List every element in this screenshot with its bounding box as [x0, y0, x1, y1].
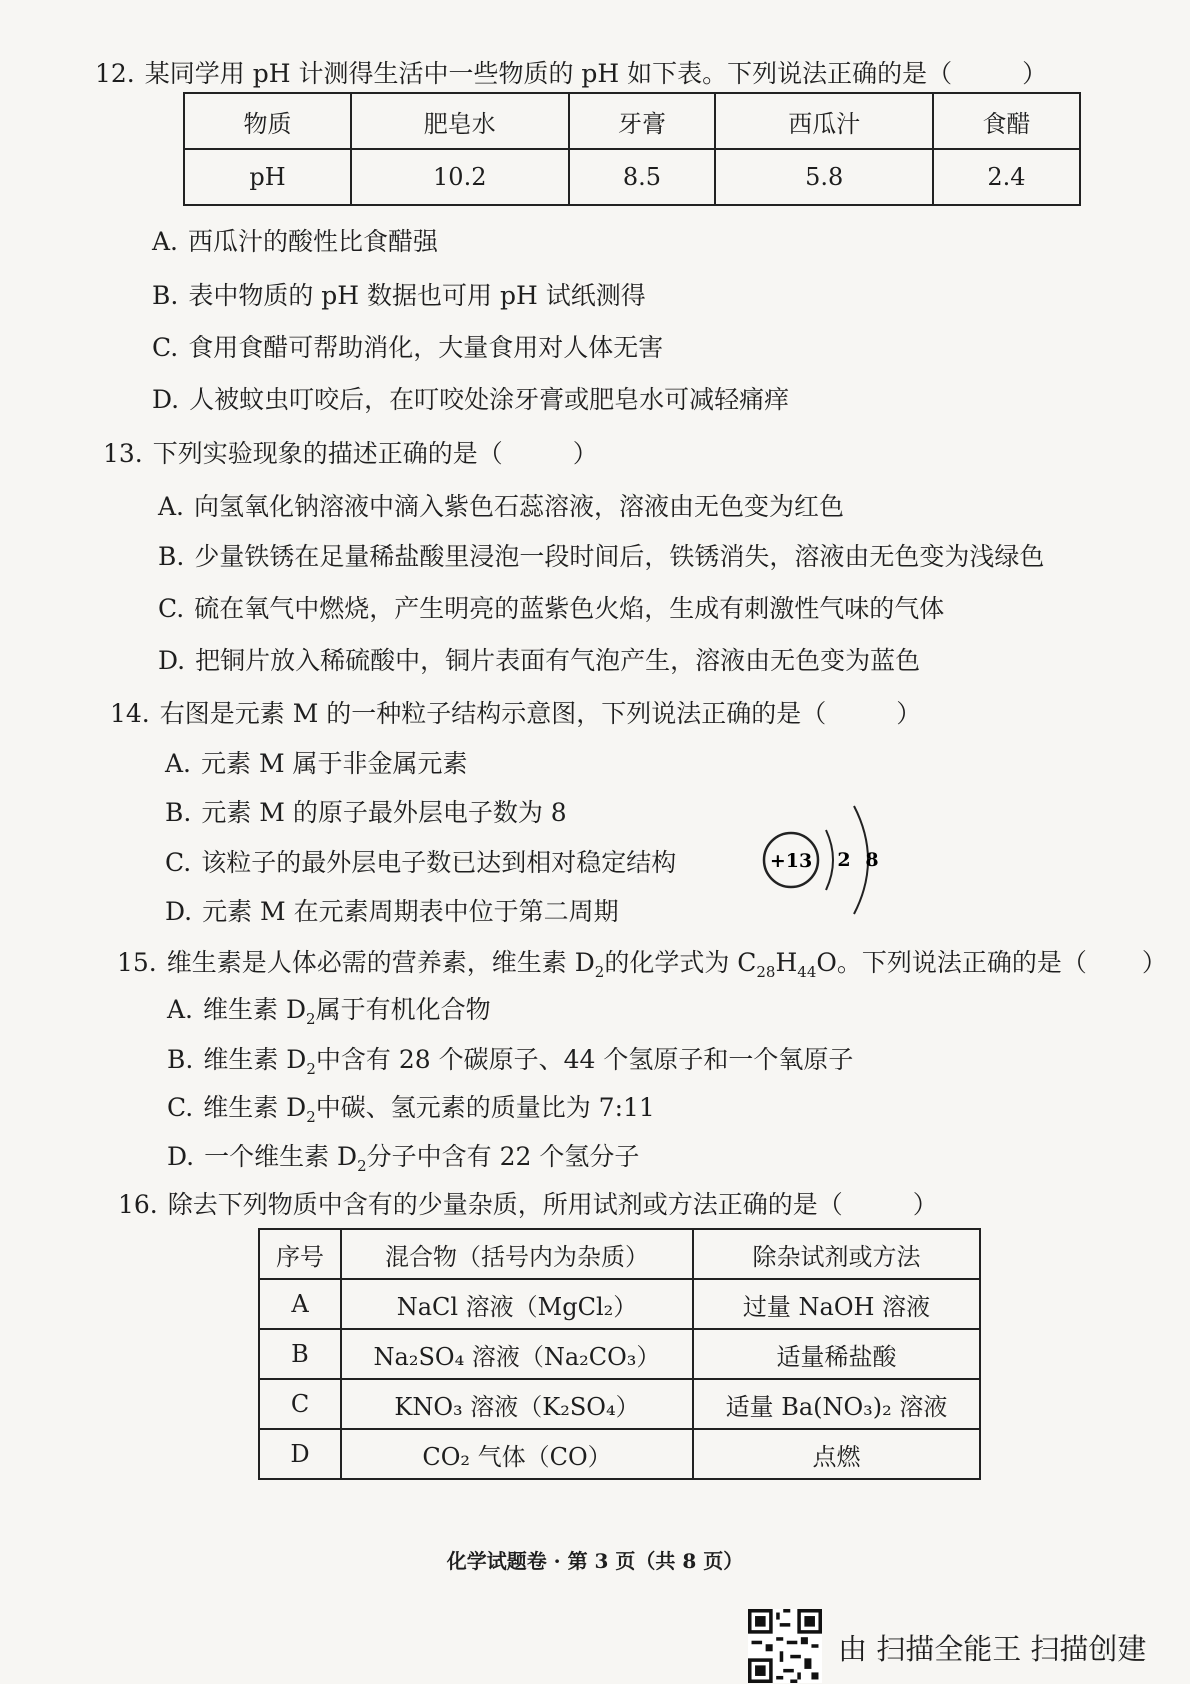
- option-b: [158, 540, 1044, 574]
- question-14-stem: [110, 697, 921, 731]
- table-cell: 5.8: [715, 149, 933, 205]
- table-cell: 牙膏: [569, 93, 716, 149]
- table-header: 混合物（括号内为杂质）: [341, 1229, 693, 1279]
- option-label: D.: [158, 646, 186, 675]
- option-text: 西瓜汁的酸性比食醋强: [188, 227, 439, 256]
- option-label: A.: [158, 492, 185, 521]
- question-text: 维生素是人体必需的营养素，维生素 D: [166, 948, 595, 977]
- table-cell: 西瓜汁: [715, 93, 933, 149]
- table-row: [259, 1229, 980, 1279]
- option-text: 维生素 D: [203, 1045, 307, 1074]
- answer-paren-close: ）: [912, 1190, 938, 1219]
- subscript: 2: [306, 1060, 316, 1078]
- option-text: 把铜片放入稀硫酸中，铜片表面有气泡产生，溶液由无色变为蓝色: [195, 646, 921, 675]
- option-label: B.: [165, 798, 192, 827]
- question-text: 某同学用 pH 计测得生活中一些物质的 pH 如下表。下列说法正确的是（: [144, 59, 953, 88]
- shell-2-electrons: 8: [865, 849, 879, 871]
- question-number: 16.: [118, 1190, 158, 1219]
- option-c: [158, 592, 944, 626]
- table-cell: 适量稀盐酸: [693, 1329, 980, 1379]
- option-d: [167, 1140, 639, 1183]
- answer-paren-close: ）: [1022, 59, 1048, 88]
- option-a: [158, 490, 844, 524]
- option-text: 属于有机化合物: [315, 995, 491, 1024]
- subscript: 2: [357, 1157, 367, 1175]
- option-b: [152, 279, 646, 313]
- option-d: [165, 895, 619, 929]
- option-a: [167, 993, 491, 1036]
- option-text: 分子中含有 22 个氢分子: [366, 1142, 640, 1171]
- table-cell: 食醋: [933, 93, 1080, 149]
- option-text: 中碳、氢元素的质量比为 7:11: [315, 1093, 655, 1122]
- table-cell: CO₂ 气体（CO）: [341, 1429, 693, 1479]
- option-text: 该粒子的最外层电子数已达到相对稳定结构: [201, 848, 677, 877]
- option-label: C.: [152, 333, 179, 362]
- table-cell: 8.5: [569, 149, 716, 205]
- option-label: B.: [158, 542, 185, 571]
- qr-code-icon: [748, 1609, 822, 1683]
- question-text: H: [775, 948, 798, 977]
- option-text: 人被蚊虫叮咬后，在叮咬处涂牙膏或肥皂水可减轻痛痒: [189, 385, 790, 414]
- option-label: A.: [165, 749, 192, 778]
- table-cell: C: [259, 1379, 341, 1429]
- question-number: 13.: [103, 439, 143, 468]
- option-c: [167, 1091, 655, 1134]
- option-label: C.: [158, 594, 185, 623]
- option-text: 表中物质的 pH 数据也可用 pH 试纸测得: [188, 281, 646, 310]
- option-d: [152, 383, 789, 417]
- table-cell: 物质: [184, 93, 351, 149]
- question-text: 的化学式为 C: [604, 948, 757, 977]
- option-text: 向氢氧化钠溶液中滴入紫色石蕊溶液，溶液由无色变为红色: [194, 492, 845, 521]
- impurity-table: [258, 1228, 981, 1480]
- atom-structure-diagram: [760, 800, 900, 920]
- question-text: O。下列说法正确的是（: [816, 948, 1087, 977]
- table-cell: A: [259, 1279, 341, 1329]
- option-label: D.: [165, 897, 193, 926]
- option-text: 少量铁锈在足量稀盐酸里浸泡一段时间后，铁锈消失，溶液由无色变为浅绿色: [194, 542, 1045, 571]
- table-cell: pH: [184, 149, 351, 205]
- table-row: [259, 1279, 980, 1329]
- question-text: 下列实验现象的描述正确的是（: [152, 439, 503, 468]
- option-text: 硫在氧气中燃烧，产生明亮的蓝紫色火焰，生成有刺激性气味的气体: [194, 594, 945, 623]
- table-cell: D: [259, 1429, 341, 1479]
- table-cell: 10.2: [351, 149, 569, 205]
- question-15-stem: [117, 946, 1167, 989]
- nucleus-charge: +13: [769, 850, 813, 872]
- answer-paren-close: ）: [572, 439, 598, 468]
- option-text: 一个维生素 D: [204, 1142, 358, 1171]
- table-cell: NaCl 溶液（MgCl₂）: [341, 1279, 693, 1329]
- table-header: 除杂试剂或方法: [693, 1229, 980, 1279]
- table-cell: 点燃: [693, 1429, 980, 1479]
- option-label: C.: [165, 848, 192, 877]
- subscript: 28: [756, 963, 776, 981]
- table-row: [259, 1429, 980, 1479]
- subscript: 44: [797, 963, 817, 981]
- question-number: 12.: [95, 59, 135, 88]
- table-row: [259, 1379, 980, 1429]
- question-16-stem: [118, 1188, 938, 1222]
- question-12-stem: [95, 57, 1047, 91]
- option-label: A.: [167, 995, 194, 1024]
- answer-paren-close: ）: [896, 699, 922, 728]
- option-label: B.: [152, 281, 179, 310]
- question-number: 15.: [117, 948, 157, 977]
- option-c: [165, 846, 676, 880]
- table-row: [184, 93, 1080, 149]
- table-row: [259, 1329, 980, 1379]
- page-footer: 化学试题卷 · 第 3 页（共 8 页）: [446, 1549, 744, 1573]
- table-cell: 肥皂水: [351, 93, 569, 149]
- option-label: C.: [167, 1093, 194, 1122]
- option-text: 维生素 D: [203, 995, 307, 1024]
- table-row: [184, 149, 1080, 205]
- subscript: 2: [594, 963, 605, 981]
- question-13-stem: [103, 437, 598, 471]
- question-text: 右图是元素 M 的一种粒子结构示意图，下列说法正确的是（: [159, 699, 827, 728]
- table-cell: Na₂SO₄ 溶液（Na₂CO₃）: [341, 1329, 693, 1379]
- option-text: 元素 M 在元素周期表中位于第二周期: [202, 897, 619, 926]
- option-text: 元素 M 的原子最外层电子数为 8: [201, 798, 567, 827]
- option-label: A.: [152, 227, 179, 256]
- shell-1-electrons: 2: [837, 849, 851, 871]
- subscript: 2: [306, 1108, 316, 1126]
- question-number: 14.: [110, 699, 150, 728]
- option-b: [167, 1043, 853, 1086]
- table-cell: 适量 Ba(NO₃)₂ 溶液: [693, 1379, 980, 1429]
- option-a: [152, 225, 438, 259]
- option-a: [165, 747, 468, 781]
- option-text: 元素 M 属于非金属元素: [201, 749, 468, 778]
- answer-paren-close: ）: [1141, 948, 1167, 977]
- option-text: 维生素 D: [203, 1093, 307, 1122]
- option-label: D.: [167, 1142, 195, 1171]
- table-cell: 2.4: [933, 149, 1080, 205]
- table-cell: B: [259, 1329, 341, 1379]
- option-b: [165, 796, 567, 830]
- option-label: D.: [152, 385, 180, 414]
- option-text: 中含有 28 个碳原子、44 个氢原子和一个氧原子: [315, 1045, 854, 1074]
- option-c: [152, 331, 663, 365]
- table-cell: 过量 NaOH 溶液: [693, 1279, 980, 1329]
- ph-table: [183, 92, 1081, 206]
- option-text: 食用食醋可帮助消化，大量食用对人体无害: [188, 333, 664, 362]
- table-header: 序号: [259, 1229, 341, 1279]
- scanner-watermark: 由 扫描全能王 扫描创建: [838, 1632, 1147, 1666]
- option-label: B.: [167, 1045, 194, 1074]
- subscript: 2: [306, 1010, 316, 1028]
- option-d: [158, 644, 920, 678]
- question-text: 除去下列物质中含有的少量杂质，所用试剂或方法正确的是（: [167, 1190, 843, 1219]
- table-cell: KNO₃ 溶液（K₂SO₄）: [341, 1379, 693, 1429]
